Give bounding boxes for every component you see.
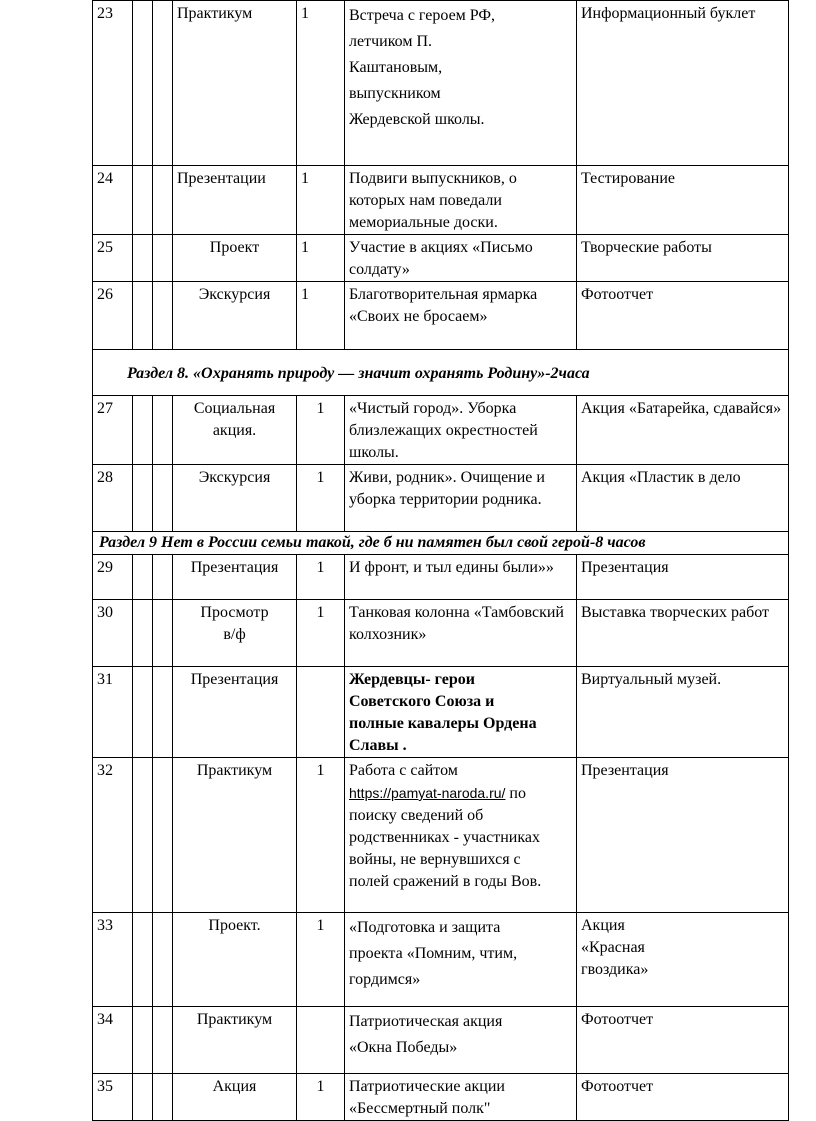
- result: Акция «Пластик в дело: [577, 465, 789, 532]
- empty-cell: [133, 465, 153, 532]
- activity-form: Презентация: [173, 555, 297, 600]
- hours: 1: [297, 282, 345, 350]
- empty-cell: [153, 600, 173, 667]
- table-row: [93, 600, 789, 667]
- empty-cell: [153, 913, 173, 1007]
- topic: [345, 758, 577, 913]
- hours: 1: [297, 555, 345, 600]
- table-row: [93, 555, 789, 600]
- row-number: 34: [93, 1007, 133, 1074]
- hours: 1: [297, 1074, 345, 1121]
- result: Фотоотчет: [577, 1007, 789, 1074]
- topic-text: «Подготовка и защита проекта «Помним, чтим, гордимся»: [349, 919, 518, 988]
- section-title: Раздел 9 Нет в России семьи такой, где б ни памятен был свой герой-8 часов: [93, 532, 789, 555]
- topic-text: Патриотическая акция «Окна Победы»: [349, 1013, 503, 1056]
- result: Фотоотчет: [577, 1074, 789, 1121]
- table-row: [93, 1007, 789, 1074]
- row-number: 32: [93, 758, 133, 913]
- table-row: [93, 465, 789, 532]
- row-number: 33: [93, 913, 133, 1007]
- topic: И фронт, и тыл едины были»»: [345, 555, 577, 600]
- row-number: 29: [93, 555, 133, 600]
- empty-cell: [133, 1074, 153, 1121]
- table-row: [93, 166, 789, 235]
- empty-cell: [153, 465, 173, 532]
- empty-cell: [133, 166, 153, 235]
- topic: [345, 667, 577, 758]
- activity-form: Практикум: [173, 758, 297, 913]
- topic-text-end: по поиску сведений об родственниках - участниках войны, не вернувшихся с полей сражений в годы Вов.: [349, 785, 542, 890]
- table-row: [93, 1074, 789, 1121]
- empty-cell: [133, 555, 153, 600]
- topic: Благотворительная ярмарка «Своих не бросаем»: [345, 282, 577, 350]
- hours: [297, 1007, 345, 1074]
- result-text: Акция «Красная гвоздика»: [581, 917, 649, 978]
- row-number: 25: [93, 235, 133, 282]
- hours: [297, 667, 345, 758]
- topic-text: Патриотические акции «Бессмертный полк": [349, 1078, 505, 1117]
- table-row: [93, 235, 789, 282]
- table-row: [93, 913, 789, 1007]
- hours: 1: [297, 913, 345, 1007]
- empty-cell: [153, 1074, 173, 1121]
- activity-form: Экскурсия: [173, 465, 297, 532]
- result: Акция «Батарейка, сдавайся»: [577, 396, 789, 465]
- row-number: 28: [93, 465, 133, 532]
- row-number: 24: [93, 166, 133, 235]
- row-number: 31: [93, 667, 133, 758]
- activity-form: Презентации: [173, 166, 297, 235]
- topic: Живи, родник». Очищение и уборка территории родника.: [345, 465, 577, 532]
- empty-cell: [133, 667, 153, 758]
- activity-form: Экскурсия: [173, 282, 297, 350]
- hours: 1: [297, 166, 345, 235]
- result: Тестирование: [577, 166, 789, 235]
- empty-cell: [133, 758, 153, 913]
- table-row: [93, 667, 789, 758]
- result: Презентация: [577, 555, 789, 600]
- hours: 1: [297, 235, 345, 282]
- result: [577, 913, 789, 1007]
- empty-cell: [153, 667, 173, 758]
- pamyat-naroda-link[interactable]: https://pamyat-naroda.ru/: [349, 785, 506, 801]
- empty-cell: [153, 235, 173, 282]
- result: Виртуальный музей.: [577, 667, 789, 758]
- topic: Танковая колонна «Тамбовский колхозник»: [345, 600, 577, 667]
- row-number: 30: [93, 600, 133, 667]
- empty-cell: [153, 1007, 173, 1074]
- empty-cell: [153, 282, 173, 350]
- empty-cell: [153, 396, 173, 465]
- activity-form: Практикум: [173, 1, 297, 166]
- table-row: [93, 396, 789, 465]
- row-number: 26: [93, 282, 133, 350]
- activity-form: [173, 600, 297, 667]
- result: Информационный буклет: [577, 1, 789, 166]
- empty-cell: [133, 1, 153, 166]
- activity-form: Проект: [173, 235, 297, 282]
- result: Презентация: [577, 758, 789, 913]
- table-row: [93, 758, 789, 913]
- row-number: 27: [93, 396, 133, 465]
- topic: [345, 1007, 577, 1074]
- section-title: Раздел 8. «Охранять природу — значит охранять Родину»-2часа: [93, 350, 789, 396]
- empty-cell: [153, 758, 173, 913]
- hours: 1: [297, 465, 345, 532]
- activity-form: Акция: [173, 1074, 297, 1121]
- empty-cell: [153, 1, 173, 166]
- activity-form: Проект.: [173, 913, 297, 1007]
- empty-cell: [153, 555, 173, 600]
- topic-text: Встреча с героем РФ, летчиком П. Каштановым, выпускником Жердевской школы.: [349, 7, 496, 128]
- hours: 1: [297, 600, 345, 667]
- result: Фотоотчет: [577, 282, 789, 350]
- hours: 1: [297, 758, 345, 913]
- result: Творческие работы: [577, 235, 789, 282]
- topic: [345, 913, 577, 1007]
- hours: 1: [297, 1, 345, 166]
- activity-form: Практикум: [173, 1007, 297, 1074]
- empty-cell: [133, 1007, 153, 1074]
- topic: Участие в акциях «Письмо солдату»: [345, 235, 577, 282]
- row-number: 23: [93, 1, 133, 166]
- activity-form: Презентация: [173, 667, 297, 758]
- topic-text: [349, 760, 549, 893]
- activity-form: Социальная акция.: [173, 396, 297, 465]
- empty-cell: [133, 282, 153, 350]
- section-row: [93, 532, 789, 555]
- topic: Подвиги выпускников, о которых нам поведали мемориальные доски.: [345, 166, 577, 235]
- result: Выставка творческих работ: [577, 600, 789, 667]
- hours: 1: [297, 396, 345, 465]
- table-row: [93, 1, 789, 166]
- curriculum-table: [92, 0, 789, 1121]
- topic-text: Жердевцы- герои Советского Союза и полные кавалеры Ордена Славы .: [349, 671, 537, 754]
- table-row: [93, 282, 789, 350]
- empty-cell: [153, 166, 173, 235]
- topic-text-start: Работа с сайтом: [349, 762, 458, 779]
- topic: [345, 1, 577, 166]
- topic: «Чистый город». Уборка близлежащих окрестностей школы.: [345, 396, 577, 465]
- section-row: [93, 350, 789, 396]
- empty-cell: [133, 600, 153, 667]
- empty-cell: [133, 396, 153, 465]
- topic: [345, 1074, 577, 1121]
- empty-cell: [133, 913, 153, 1007]
- empty-cell: [133, 235, 153, 282]
- activity-form-text: Просмотр в/ф: [200, 604, 269, 643]
- row-number: 35: [93, 1074, 133, 1121]
